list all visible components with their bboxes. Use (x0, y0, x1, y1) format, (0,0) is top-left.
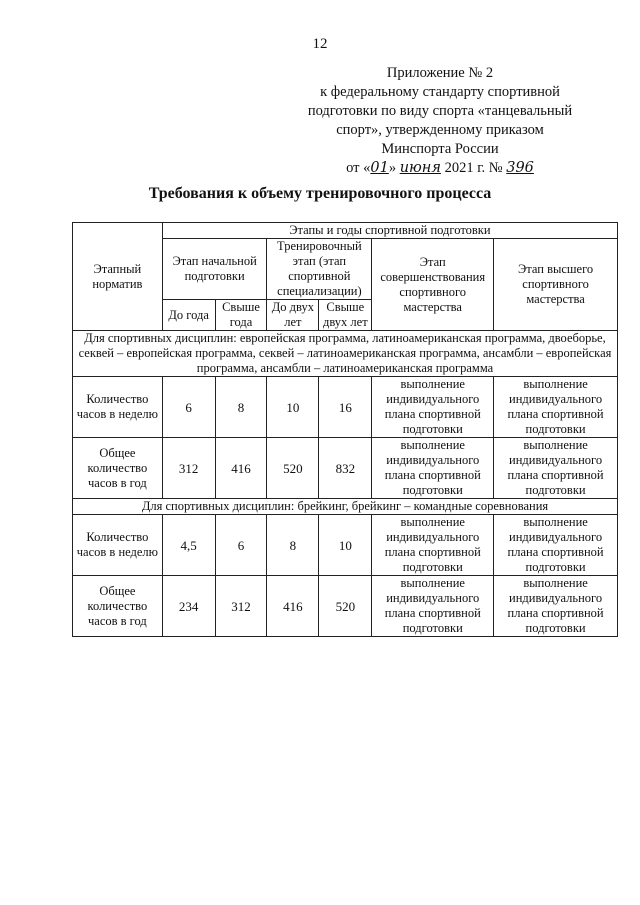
date-suffix: 2021 г. № (444, 160, 503, 176)
cell-value: 6 (162, 377, 215, 438)
cell-highest: выполнение индивидуального плана спортивной подготовки (494, 515, 618, 576)
date-prefix: от « (346, 160, 371, 176)
section-title: Для спортивных дисциплин: европейская программа, латиноамериканская программа, двоеборье, секвей – европейская программа, секвей – латиноамериканская программа, ансамбли – европейская программа, ансамбли – латиноамериканская программа (73, 331, 618, 377)
header-sub-over-two-years: Свыше двух лет (319, 300, 372, 331)
cell-value: 6 (215, 515, 267, 576)
header-stage-highest: Этап высшего спортивного мастерства (494, 239, 618, 331)
cell-value: 16 (319, 377, 372, 438)
cell-highest: выполнение индивидуального плана спортивной подготовки (494, 377, 618, 438)
cell-value: 832 (319, 438, 372, 499)
appendix-block (290, 64, 590, 178)
cell-value: 8 (215, 377, 267, 438)
header-stage-initial: Этап начальной подготовки (162, 239, 267, 300)
order-date-line (290, 159, 590, 178)
appendix-line: к федеральному стандарту спортивной (320, 84, 560, 100)
date-mid: » (388, 160, 397, 176)
row-label: Общее количество часов в год (73, 438, 163, 499)
appendix-line: спорт», утвержденному приказом (336, 122, 544, 138)
cell-improvement: выполнение индивидуального плана спортивной подготовки (372, 576, 494, 637)
table-row (73, 576, 618, 637)
cell-value: 520 (267, 438, 319, 499)
row-label: Количество часов в неделю (73, 515, 163, 576)
header-norm: Этапный норматив (73, 223, 163, 331)
cell-value: 416 (215, 438, 267, 499)
handwritten-month: июня (399, 160, 441, 176)
appendix-line: Приложение № 2 (386, 65, 494, 81)
cell-value: 10 (319, 515, 372, 576)
header-sub-under-year: До года (162, 300, 215, 331)
document-title: Требования к объему тренировочного процесса (148, 185, 492, 202)
header-stage-improvement: Этап совершенствования спортивного мастерства (372, 239, 494, 331)
handwritten-day: 01 (370, 160, 389, 176)
cell-value: 312 (162, 438, 215, 499)
row-label: Общее количество часов в год (73, 576, 163, 637)
table-row (73, 515, 618, 576)
section-header-row (73, 499, 618, 515)
appendix-line: подготовки по виду спорта «танцевальный (307, 103, 573, 119)
handwritten-order-number: 396 (506, 160, 534, 176)
cell-value: 312 (215, 576, 267, 637)
page-number: 12 (312, 36, 328, 52)
cell-improvement: выполнение индивидуального плана спортивной подготовки (372, 377, 494, 438)
cell-value: 234 (162, 576, 215, 637)
cell-improvement: выполнение индивидуального плана спортивной подготовки (372, 515, 494, 576)
cell-highest: выполнение индивидуального плана спортивной подготовки (494, 438, 618, 499)
header-stage-training: Тренировочный этап (этап спортивной специализации) (267, 239, 372, 300)
cell-value: 10 (267, 377, 319, 438)
section-header-row (73, 331, 618, 377)
appendix-line: Минспорта России (381, 141, 499, 157)
section-title: Для спортивных дисциплин: брейкинг, брейкинг – командные соревнования (73, 499, 618, 515)
table-row (73, 438, 618, 499)
header-sub-over-year: Свыше года (215, 300, 267, 331)
table-row (73, 377, 618, 438)
table-header-row (73, 223, 618, 239)
cell-value: 4,5 (162, 515, 215, 576)
cell-highest: выполнение индивидуального плана спортивной подготовки (494, 576, 618, 637)
cell-value: 520 (319, 576, 372, 637)
row-label: Количество часов в неделю (73, 377, 163, 438)
header-sub-under-two-years: До двух лет (267, 300, 319, 331)
cell-value: 416 (267, 576, 319, 637)
training-volume-table (72, 222, 618, 637)
header-stages: Этапы и годы спортивной подготовки (162, 223, 617, 239)
cell-improvement: выполнение индивидуального плана спортивной подготовки (372, 438, 494, 499)
cell-value: 8 (267, 515, 319, 576)
